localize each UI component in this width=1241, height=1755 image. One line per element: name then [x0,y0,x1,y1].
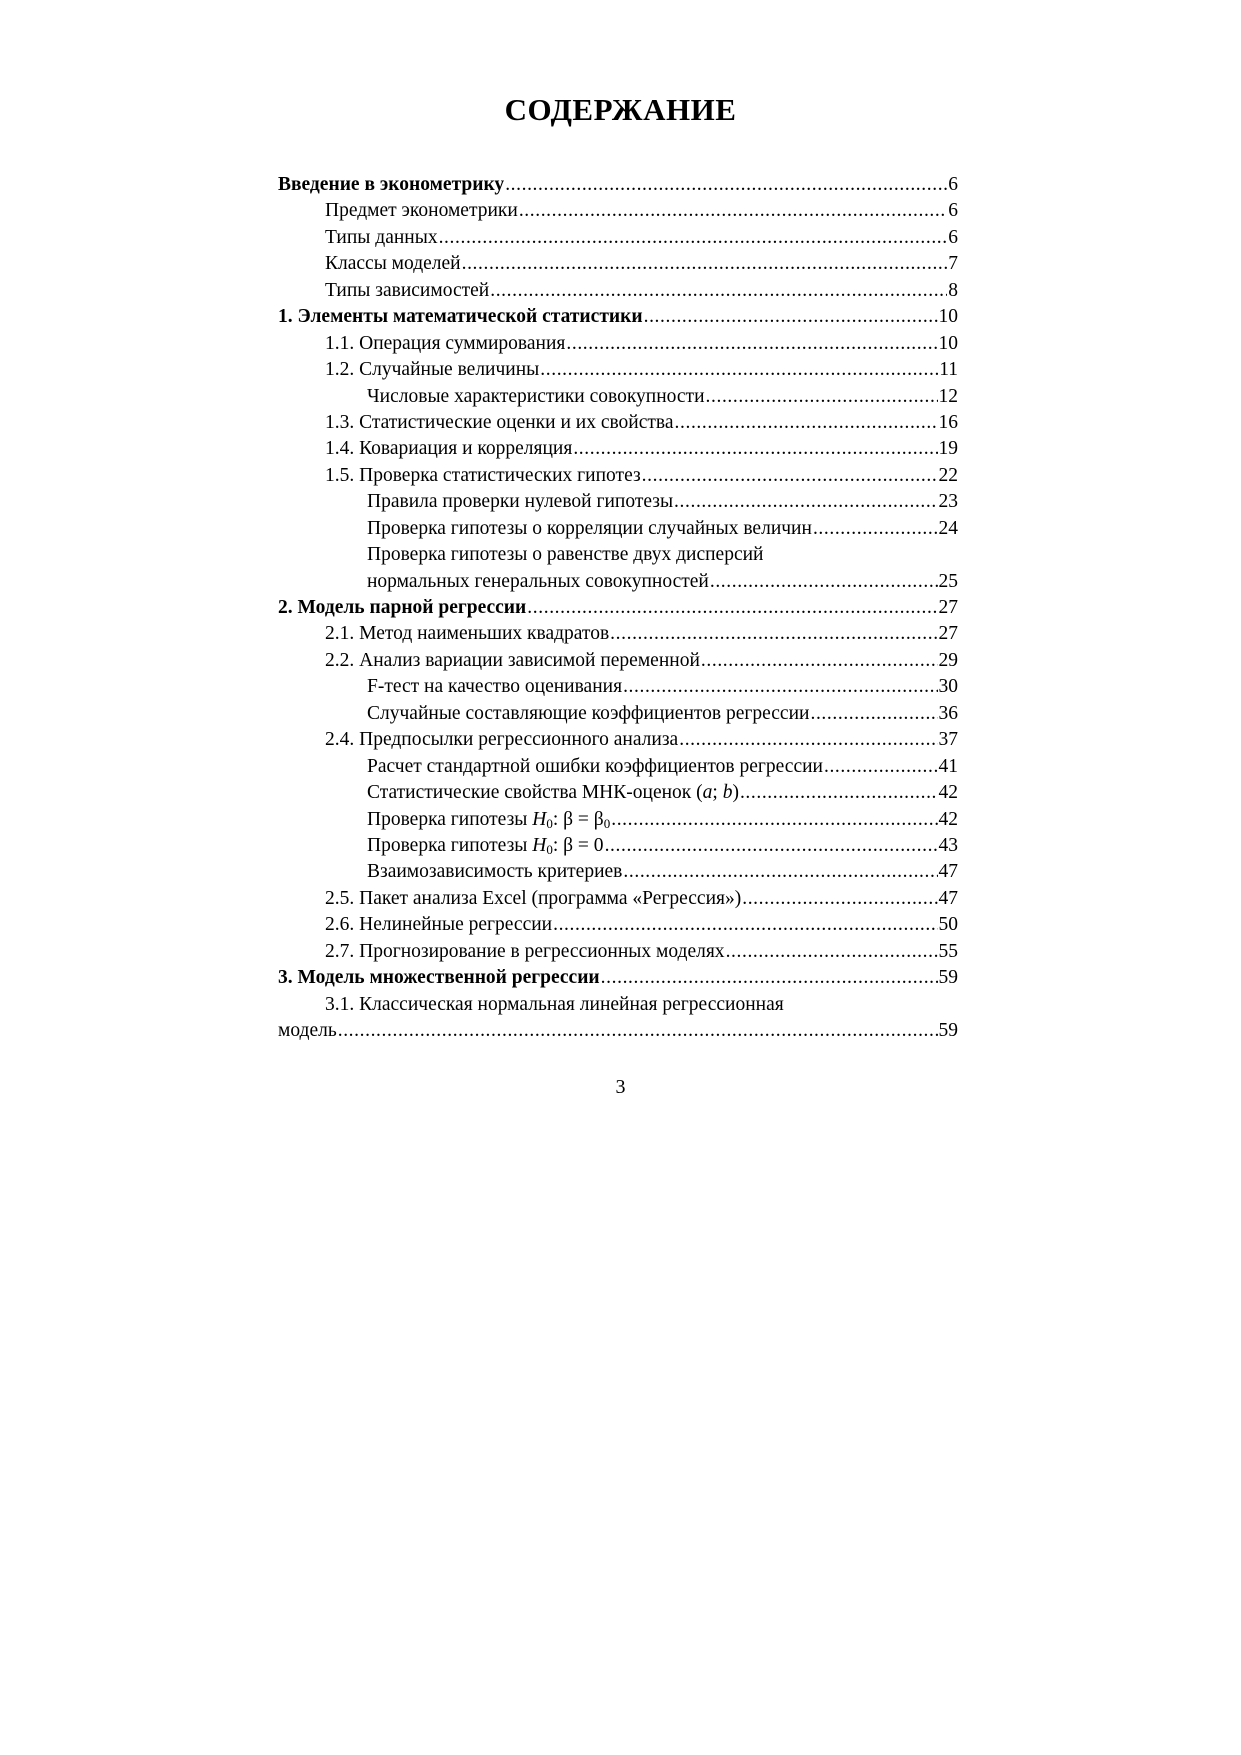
label-text: Статистические свойства МНК-оценок ( [367,782,703,804]
subscript: 0 [546,815,553,831]
dot-leader [674,489,937,515]
toc-entry-label [367,489,673,515]
toc-page-number: 42 [938,808,958,830]
label-text: 1.3. Статистические оценки и их свойства [325,411,674,433]
toc-chapter[interactable] [278,304,958,330]
toc-entry[interactable] [278,648,958,674]
toc-entry[interactable] [278,516,958,542]
label-text: Случайные составляющие коэффициентов регрессии [367,702,810,724]
toc-entry-label [325,251,461,277]
dot-leader [610,621,937,647]
label-text: Классы моделей [325,253,461,275]
label-text: 3.1. Классическая нормальная линейная регрессионная [325,993,784,1015]
label-text: Проверка гипотезы о равенстве двух дисперсий [367,544,764,566]
dot-leader [573,436,937,462]
toc-entry[interactable] [278,886,958,912]
toc-entry[interactable] [278,754,958,780]
toc-entry-label [367,807,610,833]
toc-entry-label [325,939,725,965]
dot-leader [623,674,937,700]
toc-page-number: 12 [938,385,958,407]
toc-page-number: 30 [938,676,958,698]
toc-entry-label [325,410,674,436]
toc-entry-label [367,569,709,595]
toc-entry-label [367,516,812,542]
label-text: Проверка гипотезы [367,808,533,830]
page-number: 3 [615,1076,626,1098]
toc-entry-label [278,304,643,330]
toc-page-number: 42 [938,782,958,804]
toc-entry-label [325,648,700,674]
dot-leader [679,727,937,753]
dot-leader [710,569,938,595]
toc-entry[interactable] [278,436,958,462]
label-text: 2.4. Предпосылки регрессионного анализа [325,729,679,751]
label-text: 2.7. Прогнозирование в регрессионных моделях [325,940,725,962]
dot-leader [824,754,938,780]
label-text: 2.2. Анализ вариации зависимой переменной [325,649,700,671]
label-text: Предмет эконометрики [325,200,518,222]
toc-page-number: 7 [948,253,958,275]
toc-page-number: 25 [938,570,958,592]
label-text: Типы зависимостей [325,279,490,301]
label-text: 1.5. Проверка статистических гипотез [325,464,641,486]
toc-entry-label [278,1018,337,1044]
toc-page-number: 22 [938,464,958,486]
label-text: Типы данных [325,226,438,248]
label-text: 1.2. Случайные величины [325,359,540,381]
toc-entry[interactable] [278,674,958,700]
label-text: Введение в эконометрику [278,174,505,195]
label-text: нормальных генеральных совокупностей [367,570,709,592]
dot-leader [519,198,947,224]
dot-leader [623,859,937,885]
toc-entry[interactable] [278,331,958,357]
label-text: : β = 0 [552,834,604,856]
toc-entry-label [278,595,526,621]
label-text: F-тест на качество оценивания [367,676,623,698]
toc-page-number: 47 [938,861,958,883]
toc-entry-label [325,912,552,938]
toc-entry[interactable] [278,542,958,568]
label-text: : β = β [552,808,604,830]
toc-page-number: 27 [938,623,958,645]
label-text: 1.1. Операция суммирования [325,332,566,354]
toc-entry[interactable] [278,251,958,277]
dot-leader [505,172,947,198]
label-text: Числовые характеристики совокупности [367,385,705,407]
toc-page-number: 43 [938,834,958,856]
toc-entry-label [325,357,539,383]
toc-entry[interactable] [278,727,958,753]
toc-chapter[interactable] [278,965,958,991]
dot-leader [490,278,947,304]
toc-page-number: 47 [938,887,958,909]
toc-entry[interactable] [278,780,958,806]
toc-page-number: 59 [938,1020,958,1041]
dot-leader [338,1018,938,1044]
toc-entry[interactable] [278,621,958,647]
label-text: 2.5. Пакет анализа Excel (программа «Регрессия») [325,887,742,909]
label-text: ) [732,782,739,804]
toc-page-number: 36 [938,702,958,724]
label-text: 1.4. Ковариация и корреляция [325,438,573,460]
dot-leader [439,225,948,251]
subscript: 0 [603,815,611,831]
label-text: ; [712,782,723,804]
dot-leader [527,595,937,621]
toc-page-number: 6 [948,226,958,248]
toc-page-number: 59 [938,967,958,989]
toc-entry-label [325,463,641,489]
toc-entry-label [367,674,622,700]
label-text: Взаимозависимость критериев [367,861,623,883]
dot-leader [605,833,938,859]
toc-page-number: 55 [938,940,958,962]
dot-leader [701,648,938,674]
toc-entry[interactable] [278,357,958,383]
toc-entry-label [325,886,741,912]
label-text: Проверка гипотезы о корреляции случайных величин [367,517,812,539]
toc-entry[interactable] [278,278,958,304]
toc-page-number: 19 [938,438,958,460]
toc-entry[interactable] [278,569,958,595]
dot-leader [540,357,938,383]
toc-page-number: 50 [938,914,958,936]
italic-symbol: b [722,782,733,804]
toc-chapter[interactable] [278,172,958,198]
dot-leader [810,701,937,727]
toc-entry[interactable] [278,939,958,965]
toc-entry[interactable] [278,489,958,515]
dot-leader [813,516,938,542]
toc-entry-label [278,965,600,991]
dot-leader [642,463,938,489]
italic-symbol: H [532,808,547,830]
label-text: Расчет стандартной ошибки коэффициентов регрессии [367,755,823,777]
toc-page-number: 10 [938,306,958,328]
toc-entry-label [367,754,823,780]
toc-entry[interactable] [278,701,958,727]
toc-page-number: 10 [938,332,958,354]
toc-entry-label [325,436,572,462]
dot-leader [462,251,948,277]
toc-chapter[interactable] [278,595,958,621]
toc-entry-label [367,780,739,806]
label-text: 1. Элементы математической статистики [278,306,643,328]
toc-page-number: 37 [938,729,958,751]
table-of-contents [278,172,958,1044]
label-text: Проверка гипотезы [367,834,533,856]
dot-leader [740,780,938,806]
dot-leader [566,331,937,357]
dot-leader [742,886,937,912]
subscript: 0 [546,841,553,857]
toc-chapter[interactable] [278,1018,958,1044]
label-text: Правила проверки нулевой гипотезы [367,491,674,513]
toc-entry-label [325,727,678,753]
toc-entry-label [325,225,438,251]
toc-entry[interactable] [278,992,958,1018]
label-text: 2.6. Нелинейные регрессии [325,914,553,936]
toc-entry[interactable] [278,833,958,859]
italic-symbol: H [532,834,547,856]
label-text: 2. Модель парной регрессии [278,597,527,618]
dot-leader [601,965,938,991]
toc-entry-label [325,198,518,224]
toc-entry-label [367,542,763,568]
toc-entry[interactable] [278,225,958,251]
toc-entry[interactable] [278,807,958,833]
toc-entry[interactable] [278,410,958,436]
dot-leader [675,410,938,436]
toc-entry[interactable] [278,384,958,410]
toc-entry-label [367,833,604,859]
toc-entry-label [325,621,609,647]
toc-page-number: 24 [938,517,958,539]
toc-page-number: 11 [939,359,958,381]
toc-page-number: 16 [938,411,958,433]
toc-entry-label [367,859,622,885]
toc-page-number: 6 [948,200,958,222]
toc-page-number: 29 [938,649,958,671]
toc-entry-label [325,992,784,1018]
label-text: 2.1. Метод наименьших квадратов [325,623,610,645]
dot-leader [611,807,937,833]
toc-page-number: 8 [948,279,958,301]
toc-entry[interactable] [278,198,958,224]
label-text: 3. Модель множественной регрессии [278,967,600,989]
label-text: модель [278,1020,337,1041]
page-title: СОДЕРЖАНИЕ [504,92,737,127]
toc-entry-label [325,331,565,357]
toc-entry-label [325,278,489,304]
toc-entry[interactable] [278,463,958,489]
toc-page-number: 6 [948,174,958,195]
toc-page-number: 41 [938,755,958,777]
dot-leader [726,939,938,965]
dot-leader [706,384,938,410]
dot-leader [644,304,938,330]
toc-entry[interactable] [278,859,958,885]
toc-entry-label [367,384,705,410]
toc-page-number: 27 [938,597,958,618]
toc-entry[interactable] [278,912,958,938]
dot-leader [553,912,937,938]
toc-entry-label [278,172,504,198]
toc-page-number: 23 [938,491,958,513]
toc-entry-label [367,701,809,727]
italic-symbol: a [702,782,713,804]
